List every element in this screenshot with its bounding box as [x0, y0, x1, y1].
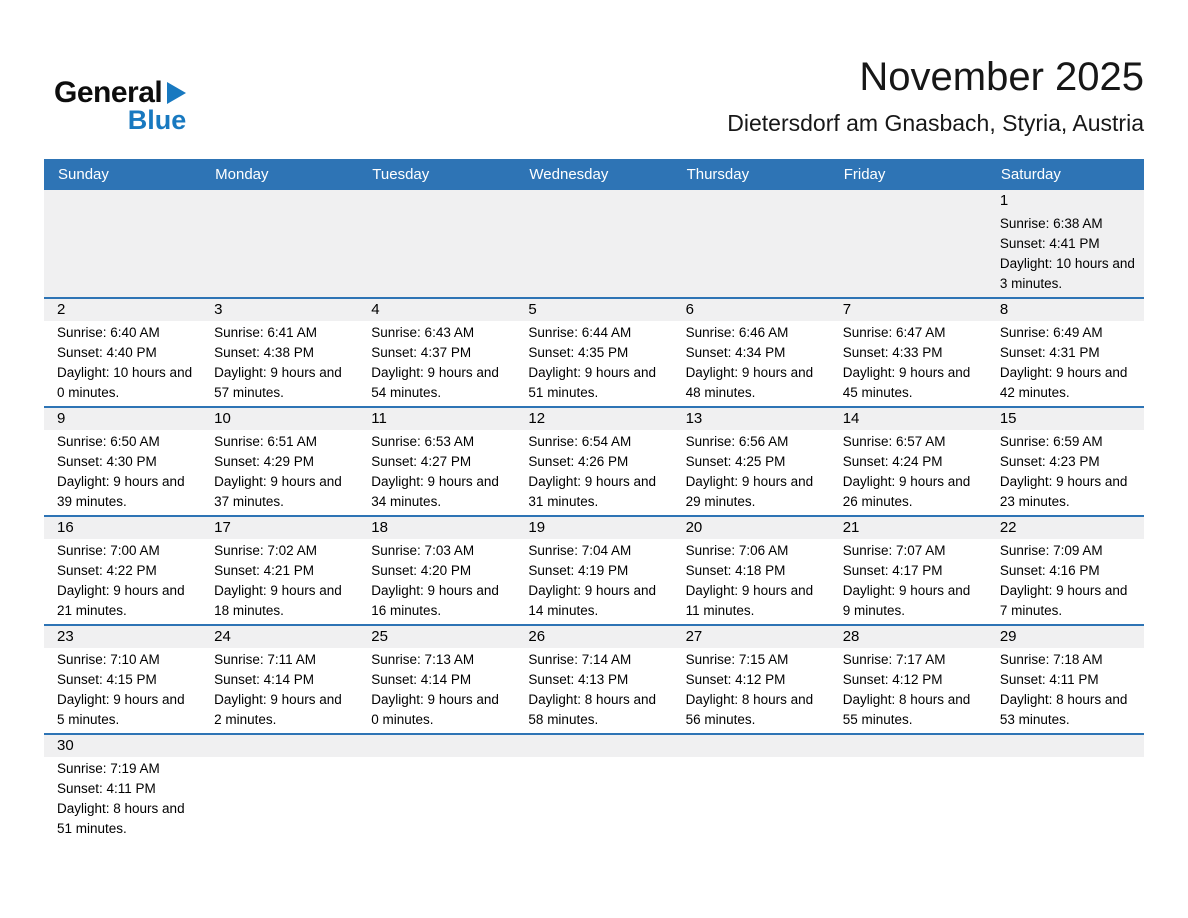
- titles: [727, 54, 1144, 137]
- day-number: 30: [57, 737, 74, 754]
- daylight-text: Daylight: 9 hours and 21 minutes.: [57, 583, 185, 618]
- day-cell-14: [830, 408, 987, 515]
- day-info: [358, 430, 515, 515]
- daylight-text: Daylight: 9 hours and 48 minutes.: [685, 365, 814, 400]
- logo-row: [54, 78, 186, 108]
- day-number-band: [44, 190, 201, 212]
- daylight-text: Daylight: 9 hours and 54 minutes.: [371, 365, 499, 400]
- day-cell-1: [987, 190, 1144, 297]
- week-row: [44, 406, 1144, 515]
- day-number-band: [358, 735, 515, 757]
- day-info: [358, 539, 515, 624]
- sunset-text: Sunset: 4:25 PM: [685, 454, 786, 469]
- empty-day-cell: [201, 190, 358, 297]
- weekday-header-monday: Monday: [215, 166, 269, 183]
- sunset-text: Sunset: 4:26 PM: [528, 454, 629, 469]
- sunset-text: Sunset: 4:40 PM: [57, 345, 157, 360]
- day-info: [44, 430, 201, 515]
- sunset-text: Sunset: 4:22 PM: [57, 563, 157, 578]
- calendar-grid: [44, 159, 1144, 842]
- day-info: [830, 757, 987, 840]
- day-info: [44, 539, 201, 624]
- sunset-text: Sunset: 4:11 PM: [999, 672, 1099, 687]
- day-number: 14: [842, 410, 860, 427]
- day-number-band: [201, 190, 358, 212]
- day-number-band: [515, 408, 672, 430]
- day-number-band: [987, 408, 1144, 430]
- day-cell-16: [44, 517, 201, 624]
- day-number: 26: [528, 628, 546, 645]
- day-info: [44, 212, 201, 295]
- day-cell-29: [987, 626, 1144, 733]
- daylight-text: Daylight: 9 hours and 34 minutes.: [371, 474, 499, 509]
- day-info: [515, 539, 672, 624]
- day-number: 25: [371, 628, 388, 645]
- sunset-text: Sunset: 4:31 PM: [999, 345, 1100, 360]
- day-info: [673, 757, 830, 840]
- sunset-text: Sunset: 4:20 PM: [371, 563, 472, 578]
- sunrise-text: Sunrise: 7:13 AM: [371, 652, 475, 667]
- day-number-band: [44, 299, 201, 321]
- sunrise-text: Sunrise: 7:00 AM: [57, 543, 160, 558]
- day-cell-25: [358, 626, 515, 733]
- logo-triangle-icon: [167, 82, 186, 104]
- day-number-band: [201, 626, 358, 648]
- day-number: 16: [57, 519, 74, 536]
- sunset-text: Sunset: 4:38 PM: [214, 345, 314, 360]
- day-number: 28: [842, 628, 860, 645]
- sunset-text: Sunset: 4:11 PM: [57, 781, 156, 796]
- day-number-band: [987, 517, 1144, 539]
- day-number-band: [201, 299, 358, 321]
- day-info: [358, 321, 515, 406]
- empty-day-cell: [830, 190, 987, 297]
- day-number-band: [830, 517, 987, 539]
- daylight-text: Daylight: 9 hours and 57 minutes.: [214, 365, 342, 400]
- week-row: [44, 624, 1144, 733]
- daylight-text: Daylight: 10 hours and 3 minutes.: [999, 256, 1135, 291]
- day-cell-6: [673, 299, 830, 406]
- day-info: [673, 539, 830, 624]
- sunset-text: Sunset: 4:18 PM: [685, 563, 786, 578]
- sunrise-text: Sunrise: 6:49 AM: [999, 325, 1103, 340]
- day-number: 8: [999, 301, 1009, 318]
- day-cell-18: [358, 517, 515, 624]
- day-number: 10: [214, 410, 231, 427]
- daylight-text: Daylight: 9 hours and 31 minutes.: [528, 474, 656, 509]
- sunrise-text: Sunrise: 6:57 AM: [842, 434, 946, 449]
- day-number-band: [673, 517, 830, 539]
- day-info: [201, 212, 358, 295]
- sunrise-text: Sunrise: 6:43 AM: [371, 325, 475, 340]
- day-number: 5: [528, 301, 537, 318]
- daylight-text: Daylight: 9 hours and 9 minutes.: [842, 583, 971, 618]
- day-number-band: [358, 190, 515, 212]
- weekday-header-thursday: Thursday: [686, 166, 750, 183]
- daylight-text: Daylight: 9 hours and 29 minutes.: [685, 474, 814, 509]
- day-number-band: [987, 735, 1144, 757]
- day-number: 15: [999, 410, 1017, 427]
- empty-day-cell: [830, 735, 987, 842]
- day-cell-5: [515, 299, 672, 406]
- sunrise-text: Sunrise: 6:40 AM: [57, 325, 160, 340]
- day-number-band: [515, 735, 672, 757]
- sunrise-text: Sunrise: 6:53 AM: [371, 434, 475, 449]
- sunset-text: Sunset: 4:24 PM: [842, 454, 943, 469]
- sunrise-text: Sunrise: 6:50 AM: [57, 434, 160, 449]
- day-number: 27: [685, 628, 703, 645]
- day-info: [44, 648, 201, 733]
- day-info: [201, 648, 358, 733]
- day-cell-23: [44, 626, 201, 733]
- day-number-band: [515, 190, 672, 212]
- day-info: [201, 321, 358, 406]
- daylight-text: Daylight: 8 hours and 53 minutes.: [999, 692, 1128, 727]
- week-row: [44, 297, 1144, 406]
- sunset-text: Sunset: 4:27 PM: [371, 454, 472, 469]
- day-info: [987, 757, 1144, 840]
- day-cell-28: [830, 626, 987, 733]
- sunrise-text: Sunrise: 7:06 AM: [685, 543, 789, 558]
- sunrise-text: Sunrise: 6:46 AM: [685, 325, 789, 340]
- day-number-band: [830, 190, 987, 212]
- empty-day-cell: [44, 190, 201, 297]
- day-number-band: [358, 626, 515, 648]
- day-info: [673, 321, 830, 406]
- day-info: [987, 321, 1144, 406]
- empty-day-cell: [515, 735, 672, 842]
- day-info: [201, 430, 358, 515]
- week-row: [44, 515, 1144, 624]
- day-info: [358, 212, 515, 295]
- sunrise-text: Sunrise: 7:02 AM: [214, 543, 317, 558]
- day-info: [201, 539, 358, 624]
- day-number: 17: [214, 519, 231, 536]
- daylight-text: Daylight: 8 hours and 56 minutes.: [685, 692, 814, 727]
- day-number: 2: [57, 301, 66, 318]
- day-number-band: [830, 626, 987, 648]
- day-cell-4: [358, 299, 515, 406]
- daylight-text: Daylight: 9 hours and 51 minutes.: [528, 365, 656, 400]
- weekday-header-wednesday: Wednesday: [529, 166, 609, 183]
- day-number-band: [515, 626, 672, 648]
- day-info: [673, 212, 830, 295]
- sunset-text: Sunset: 4:19 PM: [528, 563, 629, 578]
- empty-day-cell: [201, 735, 358, 842]
- daylight-text: Daylight: 9 hours and 42 minutes.: [999, 365, 1128, 400]
- day-cell-11: [358, 408, 515, 515]
- day-number: 13: [685, 410, 703, 427]
- day-number-band: [673, 735, 830, 757]
- day-number-band: [358, 299, 515, 321]
- day-number: 7: [842, 301, 852, 318]
- day-number-band: [44, 626, 201, 648]
- sunset-text: Sunset: 4:12 PM: [842, 672, 943, 687]
- day-info: [987, 430, 1144, 515]
- day-cell-30: [44, 735, 201, 842]
- sunset-text: Sunset: 4:15 PM: [57, 672, 157, 687]
- empty-day-cell: [673, 190, 830, 297]
- sunrise-text: Sunrise: 7:19 AM: [57, 761, 160, 776]
- day-number-band: [201, 517, 358, 539]
- day-cell-19: [515, 517, 672, 624]
- sunset-text: Sunset: 4:23 PM: [999, 454, 1100, 469]
- top-bar: [44, 54, 1144, 137]
- day-number: 1: [999, 192, 1009, 209]
- day-number-band: [987, 299, 1144, 321]
- empty-day-cell: [673, 735, 830, 842]
- day-cell-8: [987, 299, 1144, 406]
- daylight-text: Daylight: 9 hours and 45 minutes.: [842, 365, 971, 400]
- sunset-text: Sunset: 4:34 PM: [685, 345, 786, 360]
- daylight-text: Daylight: 9 hours and 16 minutes.: [371, 583, 499, 618]
- empty-day-cell: [987, 735, 1144, 842]
- sunset-text: Sunset: 4:33 PM: [842, 345, 943, 360]
- day-number: 9: [57, 410, 66, 427]
- daylight-text: Daylight: 9 hours and 37 minutes.: [214, 474, 342, 509]
- daylight-text: Daylight: 9 hours and 11 minutes.: [685, 583, 814, 618]
- sunset-text: Sunset: 4:41 PM: [999, 236, 1100, 251]
- day-number: 12: [528, 410, 546, 427]
- day-number: 20: [685, 519, 703, 536]
- sunset-text: Sunset: 4:37 PM: [371, 345, 472, 360]
- day-number: 4: [371, 301, 380, 318]
- page-title: November 2025: [859, 55, 1144, 99]
- weekday-header-tuesday: Tuesday: [372, 166, 430, 183]
- day-cell-17: [201, 517, 358, 624]
- daylight-text: Daylight: 8 hours and 51 minutes.: [57, 801, 185, 836]
- day-number: 19: [528, 519, 546, 536]
- daylight-text: Daylight: 9 hours and 2 minutes.: [214, 692, 342, 727]
- day-info: [44, 757, 201, 842]
- daylight-text: Daylight: 9 hours and 5 minutes.: [57, 692, 185, 727]
- day-info: [987, 648, 1144, 733]
- daylight-text: Daylight: 10 hours and 0 minutes.: [57, 365, 193, 400]
- day-number-band: [987, 626, 1144, 648]
- logo-blue-text: Blue: [127, 105, 187, 135]
- day-number-band: [987, 190, 1144, 212]
- day-cell-22: [987, 517, 1144, 624]
- day-info: [673, 430, 830, 515]
- daylight-text: Daylight: 9 hours and 26 minutes.: [842, 474, 971, 509]
- day-info: [987, 539, 1144, 624]
- day-number-band: [358, 517, 515, 539]
- sunrise-text: Sunrise: 7:15 AM: [685, 652, 789, 667]
- day-cell-27: [673, 626, 830, 733]
- sunrise-text: Sunrise: 7:07 AM: [842, 543, 946, 558]
- day-number-band: [515, 517, 672, 539]
- day-info: [830, 321, 987, 406]
- empty-day-cell: [358, 735, 515, 842]
- sunset-text: Sunset: 4:21 PM: [214, 563, 314, 578]
- day-number-band: [673, 626, 830, 648]
- day-cell-24: [201, 626, 358, 733]
- day-info: [515, 757, 672, 840]
- week-row: [44, 733, 1144, 842]
- sunrise-text: Sunrise: 7:04 AM: [528, 543, 632, 558]
- day-number-band: [673, 408, 830, 430]
- sunset-text: Sunset: 4:29 PM: [214, 454, 314, 469]
- day-number-band: [44, 517, 201, 539]
- daylight-text: Daylight: 9 hours and 23 minutes.: [999, 474, 1128, 509]
- daylight-text: Daylight: 9 hours and 18 minutes.: [214, 583, 342, 618]
- day-number-band: [673, 190, 830, 212]
- daylight-text: Daylight: 8 hours and 55 minutes.: [842, 692, 971, 727]
- sunrise-text: Sunrise: 7:03 AM: [371, 543, 475, 558]
- day-info: [515, 430, 672, 515]
- day-number: 18: [371, 519, 388, 536]
- sunset-text: Sunset: 4:17 PM: [842, 563, 943, 578]
- weekday-header-row: [44, 159, 1144, 190]
- sunset-text: Sunset: 4:14 PM: [214, 672, 314, 687]
- sunrise-text: Sunrise: 6:56 AM: [685, 434, 789, 449]
- sunset-text: Sunset: 4:14 PM: [371, 672, 472, 687]
- sunrise-text: Sunrise: 6:51 AM: [214, 434, 317, 449]
- daylight-text: Daylight: 9 hours and 14 minutes.: [528, 583, 656, 618]
- day-cell-21: [830, 517, 987, 624]
- day-number-band: [201, 408, 358, 430]
- page-subtitle: Dietersdorf am Gnasbach, Styria, Austria: [727, 110, 1144, 136]
- day-cell-7: [830, 299, 987, 406]
- day-info: [830, 539, 987, 624]
- day-info: [515, 321, 672, 406]
- day-number-band: [830, 299, 987, 321]
- day-number-band: [358, 408, 515, 430]
- day-info: [515, 212, 672, 295]
- day-number: 22: [999, 519, 1017, 536]
- day-info: [358, 648, 515, 733]
- day-number-band: [44, 408, 201, 430]
- day-info: [673, 648, 830, 733]
- day-cell-20: [673, 517, 830, 624]
- sunrise-text: Sunrise: 7:14 AM: [528, 652, 632, 667]
- week-row: [44, 190, 1144, 297]
- daylight-text: Daylight: 9 hours and 7 minutes.: [999, 583, 1128, 618]
- empty-day-cell: [358, 190, 515, 297]
- day-info: [44, 321, 201, 406]
- day-number-band: [830, 408, 987, 430]
- general-blue-logo: [54, 54, 186, 134]
- day-number-band: [201, 735, 358, 757]
- day-number-band: [673, 299, 830, 321]
- day-number: 24: [214, 628, 231, 645]
- sunrise-text: Sunrise: 6:38 AM: [999, 216, 1103, 231]
- day-number-band: [515, 299, 672, 321]
- day-info: [830, 430, 987, 515]
- sunrise-text: Sunrise: 7:18 AM: [999, 652, 1103, 667]
- sunrise-text: Sunrise: 6:47 AM: [842, 325, 946, 340]
- day-number: 11: [371, 410, 387, 427]
- sunrise-text: Sunrise: 6:54 AM: [528, 434, 632, 449]
- day-info: [358, 757, 515, 840]
- sunset-text: Sunset: 4:30 PM: [57, 454, 157, 469]
- day-cell-15: [987, 408, 1144, 515]
- sunrise-text: Sunrise: 7:17 AM: [842, 652, 946, 667]
- day-info: [830, 212, 987, 295]
- sunrise-text: Sunrise: 7:09 AM: [999, 543, 1103, 558]
- day-number: 29: [999, 628, 1017, 645]
- sunset-text: Sunset: 4:13 PM: [528, 672, 629, 687]
- day-number: 3: [214, 301, 223, 318]
- day-cell-10: [201, 408, 358, 515]
- day-number: 23: [57, 628, 74, 645]
- sunset-text: Sunset: 4:35 PM: [528, 345, 629, 360]
- daylight-text: Daylight: 9 hours and 0 minutes.: [371, 692, 499, 727]
- sunset-text: Sunset: 4:16 PM: [999, 563, 1100, 578]
- daylight-text: Daylight: 8 hours and 58 minutes.: [528, 692, 656, 727]
- weekday-header-saturday: Saturday: [1000, 166, 1061, 183]
- day-number-band: [44, 735, 201, 757]
- day-cell-13: [673, 408, 830, 515]
- day-cell-9: [44, 408, 201, 515]
- day-info: [830, 648, 987, 733]
- weekday-header-friday: Friday: [843, 166, 886, 183]
- logo-general-text: General: [54, 76, 163, 109]
- day-cell-12: [515, 408, 672, 515]
- day-info: [515, 648, 672, 733]
- day-number-band: [830, 735, 987, 757]
- daylight-text: Daylight: 9 hours and 39 minutes.: [57, 474, 185, 509]
- weekday-header-sunday: Sunday: [58, 166, 109, 183]
- sunrise-text: Sunrise: 6:41 AM: [214, 325, 317, 340]
- day-cell-26: [515, 626, 672, 733]
- day-number: 21: [842, 519, 860, 536]
- sunrise-text: Sunrise: 6:44 AM: [528, 325, 632, 340]
- sunrise-text: Sunrise: 7:10 AM: [57, 652, 160, 667]
- day-cell-2: [44, 299, 201, 406]
- empty-day-cell: [515, 190, 672, 297]
- sunset-text: Sunset: 4:12 PM: [685, 672, 786, 687]
- day-info: [201, 757, 358, 840]
- sunrise-text: Sunrise: 7:11 AM: [214, 652, 316, 667]
- day-number: 6: [685, 301, 694, 318]
- sunrise-text: Sunrise: 6:59 AM: [999, 434, 1103, 449]
- day-info: [987, 212, 1144, 297]
- day-cell-3: [201, 299, 358, 406]
